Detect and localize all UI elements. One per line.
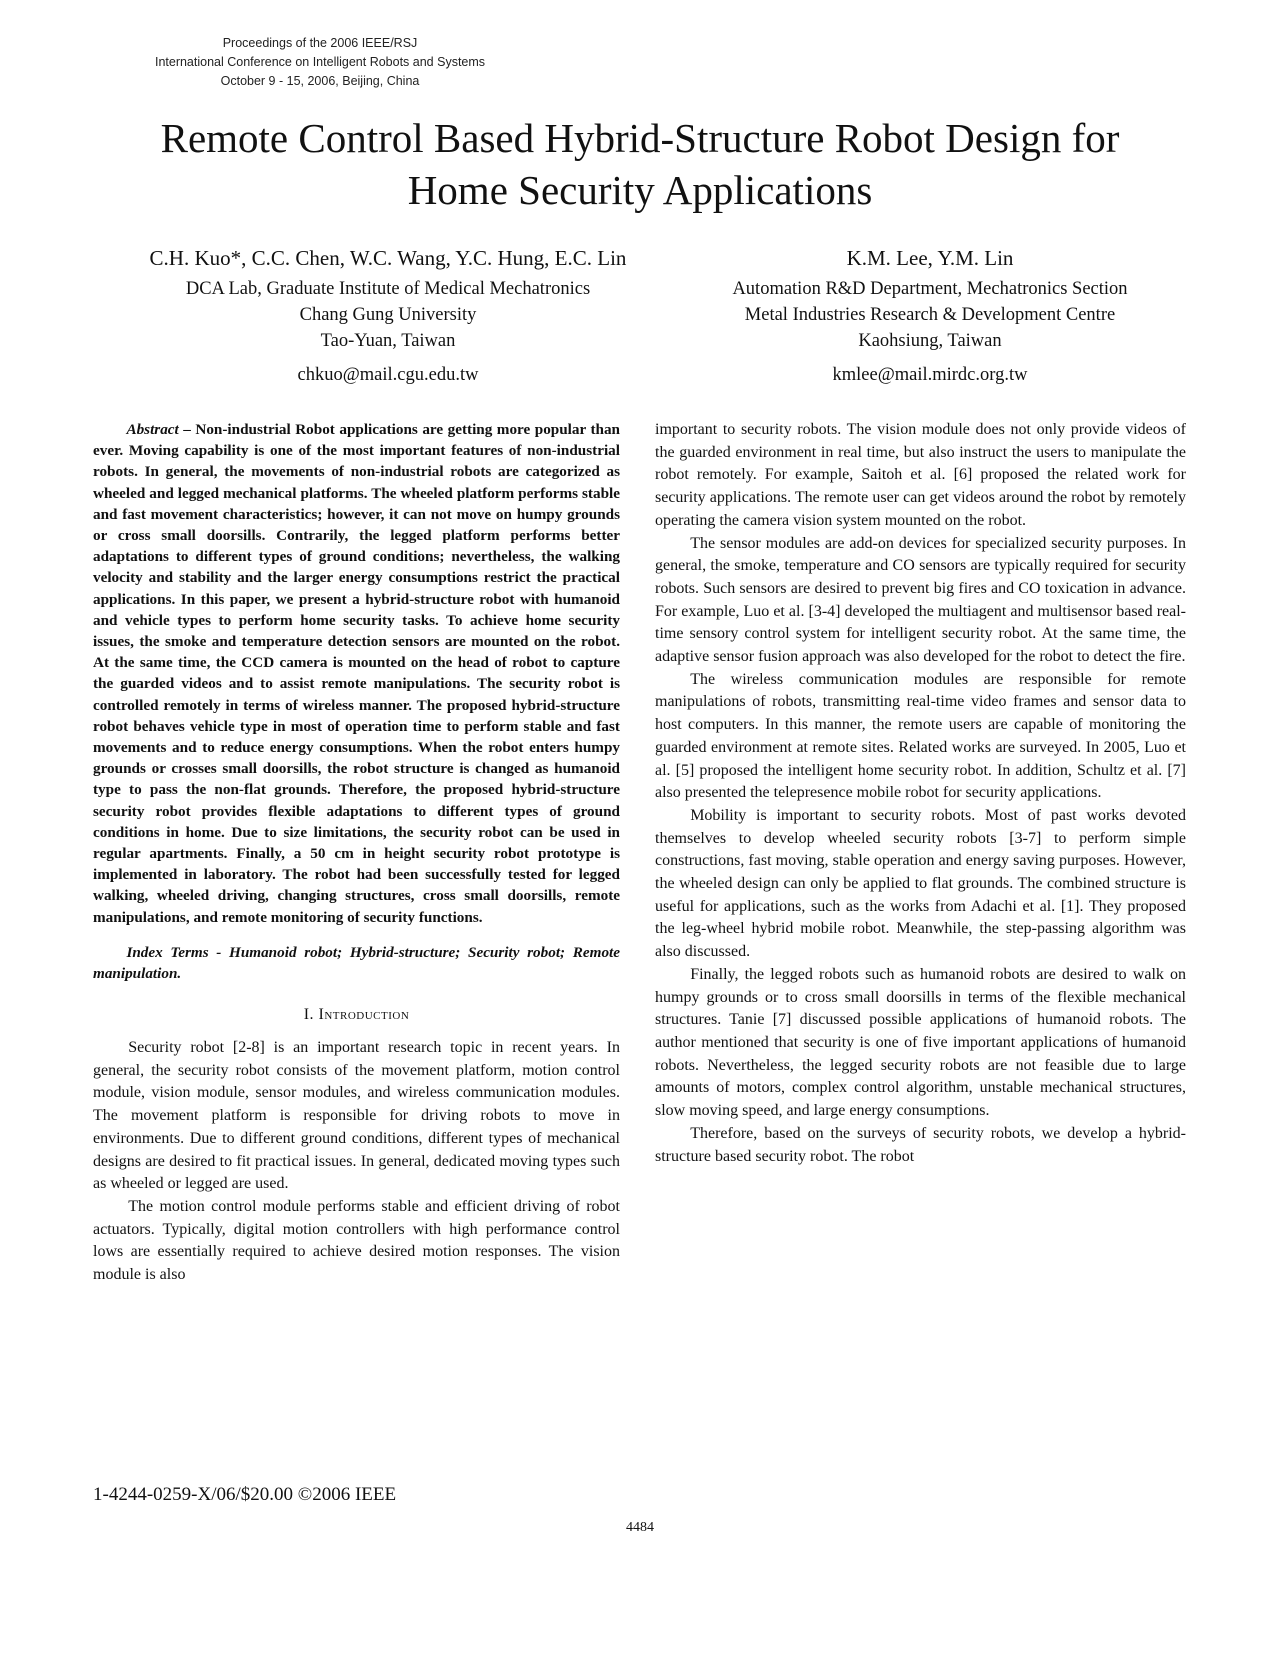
affiliation-line: Tao-Yuan, Taiwan — [320, 331, 456, 351]
body-paragraph: Mobility is important to security robots. Most of past works devoted themselves to develop wheeled security robots [3-7] to perform simple constructions, fast moving, stable operation and energy saving purposes. However, the wheeled design can only be applied to flat grounds. The combined structure is useful for applications, such as the works from Adachi et al. [1]. They proposed the leg-wheel hybrid mobile robot. Meanwhile, the step-passing algorithm was also discussed. — [655, 806, 1186, 961]
body-paragraph: The sensor modules are add-on devices for specialized security purposes. In general, the smoke, temperature and CO sensors are typically required for security robots. Such sensors are desired to prevent big fires and CO toxication in advance. For example, Luo et al. [3-4] developed the multiagent and multisensor based real-time sensory control system for intelligent security robot. At the same time, the adaptive sensor fusion approach was also developed for the robot to detect the fire. — [655, 534, 1186, 666]
affiliation-line: Automation R&D Department, Mechatronics Section — [732, 279, 1128, 299]
section-title: Introduction — [318, 1006, 410, 1024]
page-number: 4484 — [626, 1520, 654, 1535]
right-column — [655, 419, 1186, 1168]
body-paragraph: Security robot [2-8] is an important research topic in recent years. In general, the security robot consists of the movement platform, motion control module, vision module, sensor modules, and wireless communication modules. The movement platform is responsible for driving robots to move in environments. Due to different ground conditions, different types of mechanical designs are desired to fit practical issues. In general, dedicated moving types such as wheeled or legged are used. — [93, 1038, 620, 1193]
abstract-text: – Non-industrial Robot applications are getting more popular than ever. Moving capability is one of the most important features of non-industrial robots. In general, the movements of non-industrial robots are categorized as wheeled and legged mechanical platforms. The wheeled platform performs stable and fast movement characteristics; however, it can not move on humpy grounds or cross small doorsills. Contrarily, the legged platform performs better adaptations to different types of ground conditions; nevertheless, the walking velocity and stability and the larger energy consumptions restrict the practical applications. In this paper, we present a hybrid-structure robot with humanoid and vehicle types to perform home security tasks. To achieve home security issues, the smoke and temperature detection sensors are mounted on the robot. At the same time, the CCD camera is mounted on the head of robot to capture the guarded videos and to assist remote manipulations. The security robot is controlled remotely in terms of wireless manner. The proposed hybrid-structure robot behaves vehicle type in most of operation time to perform stable and fast movements and to reduce energy consumptions. When the robot enters humpy grounds or crosses small doorsills, the robot structure is changed as humanoid type to pass the non-flat grounds. Therefore, the proposed hybrid-structure security robot provides flexible adaptations to different types of ground conditions in home. Due to size limitations, the security robot can be used in regular apartments. Finally, a 50 cm in height security robot prototype is implemented in laboratory. The robot had been successfully tested for legged walking, wheeled driving, changing structures, cross small doorsills, remote manipulations, and remote monitoring of security functions. — [93, 421, 620, 926]
affiliation-line: DCA Lab, Graduate Institute of Medical Mechatronics — [185, 279, 591, 299]
affiliation-line: Chang Gung University — [299, 305, 477, 325]
left-column — [93, 419, 620, 1287]
author-email: chkuo@mail.cgu.edu.tw — [297, 365, 479, 385]
abstract-label: Abstract — [126, 421, 179, 438]
proceedings-line: October 9 - 15, 2006, Beijing, China — [220, 74, 420, 88]
body-paragraph: Finally, the legged robots such as humanoid robots are desired to walk on humpy grounds or to cross small doorsills in terms of the flexible mechanical structures. Tanie [7] discussed possible applications of humanoid robots. The author mentioned that security is one of five important applications of humanoid robots. Nevertheless, the legged security robots are not feasible due to large amounts of motors, complex control algorithm, unstable mechanical structures, slow moving speed, and large energy consumptions. — [655, 965, 1186, 1120]
paper-title — [60, 112, 1220, 216]
index-terms: Index Terms - Humanoid robot; Hybrid-structure; Security robot; Remote manipulation. — [93, 943, 620, 983]
author-names: C.H. Kuo*, C.C. Chen, W.C. Wang, Y.C. Hung, E.C. Lin — [149, 246, 627, 270]
body-paragraph: important to security robots. The vision module does not only provide videos of the guarded environment in real time, but also instruct the users to manipulate the robot remotely. For example, Saitoh et al. [6] proposed the related work for security applications. The remote user can get videos around the robot by remotely operating the camera vision system mounted on the robot. — [655, 421, 1186, 529]
author-block-left — [118, 244, 658, 388]
section-heading — [93, 1004, 620, 1027]
abstract — [93, 419, 620, 928]
body-paragraph: The wireless communication modules are responsible for remote manipulations of robots, transmitting real-time video frames and sensor data to host computers. In this manner, the remote users are capable of monitoring the guarded environment at remote sites. Related works are surveyed. In 2005, Luo et al. [5] proposed the intelligent home security robot. In addition, Schultz et al. [7] also presented the telepresence mobile robot for security applications. — [655, 670, 1186, 802]
author-email: kmlee@mail.mirdc.org.tw — [832, 365, 1028, 385]
affiliation-line: Kaohsiung, Taiwan — [858, 331, 1002, 351]
affiliation-line: Metal Industries Research & Development Centre — [744, 305, 1116, 325]
proceedings-line: International Conference on Intelligent Robots and Systems — [154, 55, 486, 69]
section-number: I. — [303, 1006, 315, 1024]
copyright-notice: 1-4244-0259-X/06/$20.00 ©2006 IEEE — [93, 1484, 397, 1505]
proceedings-line: Proceedings of the 2006 IEEE/RSJ — [222, 36, 418, 50]
title-line: Remote Control Based Hybrid-Structure Robot Design for — [160, 115, 1120, 161]
body-paragraph: Therefore, based on the surveys of security robots, we develop a hybrid-structure based security robot. The robot — [655, 1124, 1186, 1165]
body-paragraph: The motion control module performs stable and efficient driving of robot actuators. Typically, digital motion controllers with high performance control lows are essentially required to achieve desired motion responses. The vision module is also — [93, 1197, 620, 1284]
title-line: Home Security Applications — [407, 167, 873, 213]
author-names: K.M. Lee, Y.M. Lin — [846, 246, 1014, 270]
proceedings-header — [120, 34, 520, 91]
author-block-right — [690, 244, 1170, 388]
